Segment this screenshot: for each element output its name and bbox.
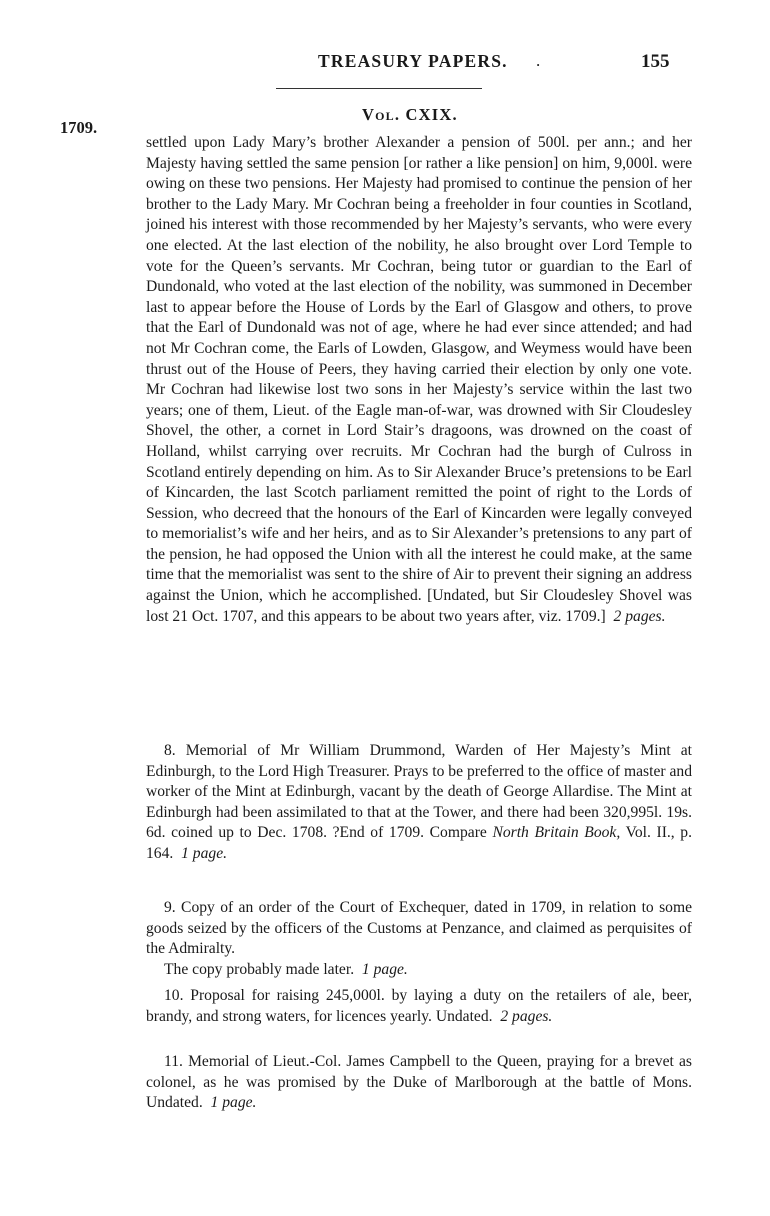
entry-text: 9. Copy of an order of the Court of Exchequer, dated in 1709, in relation to some goods seized by the officers of the Customs at Penzance, and claimed as perquisites of the Admiralty. xyxy=(146,899,692,958)
continuation-text: settled upon Lady Mary’s brother Alexander a pension of 500l. per ann.; and her Majesty having settled the same pension [or rather a like pension] on him, 9,000l. were owing on these two pensions. Her Majesty had promised to continue the pension of her brother to the Lady Mary. Mr Cochran being a freeholder in four counties in Scotland, joined his interest with those recommended by her Majesty’s servants, who were every one elected. At the last election of the nobility, he also brought over Lord Temple to vote for the Queen’s servants. Mr Cochran, being tutor or guardian to the Earl of Dundonald, who voted at the last election of the nobility, was summoned in December last to appear before the House of Lords by the Earl of Glasgow and others, to prove that the Earl of Dundonald was not of age, where he had ever since attended; and had not Mr Cochran come, the Earls of Lowden, Glasgow, and Weymess would have been thrust out of the House of Peers, they having carried their election by only one vote. Mr Cochran had likewise lost two sons in her Majesty’s service within the last two years; one of them, Lieut. of the Eagle man-of-war, was drowned with Sir Cloudesley Shovel, the other, a cornet in Lord Stair’s dragoons, was drowned on the coast of Holland, whilst carrying over recruits. Mr Cochran had the burgh of Culross in Scotland entirely depending on him. As to Sir Alexander Bruce’s pretensions to be Earl of Kincarden, the last Scotch parliament remitted the point of right to the Lords of Session, who decreed that the honours of the Earl of Kincarden were legally conveyed to memorialist’s wife and her heirs, and as to Sir Alexander’s pretensions to any part of the pension, he had opposed the Union with all the interest he could make, at the same time that the memorialist was sent to the shire of Air to prevent their signing an address against the Union, which he accomplished. [Undated, but Sir Cloudesley Shovel was lost 21 Oct. 1707, and this appears to be about two years after, viz. 1709.] xyxy=(146,134,692,625)
running-title: TREASURY PAPERS. xyxy=(318,51,508,71)
header-separator: . xyxy=(536,51,541,70)
entry-text: 8. Memorial of Mr William Drummond, Warden of Her Majesty’s Mint at Edinburgh, to the Lord High Treasurer. Prays to be preferred to the office of master and worker of the Mint at Edinburgh, vacant by the death of George Allardise. The Mint at Edinburgh had been assimilated to that at the Tower, and there had been 320,995l. 19s. 6d. coined up to Dec. 1708. ?End of 1709. Compare xyxy=(146,742,692,842)
continuation-paragraph xyxy=(146,133,692,627)
page-count: 1 page. xyxy=(210,1094,257,1112)
page-count: 1 page. xyxy=(361,960,408,978)
entry-11 xyxy=(146,1052,692,1114)
margin-year: 1709. xyxy=(60,118,98,137)
entry-text: 11. Memorial of Lieut.-Col. James Campbell to the Queen, praying for a brevet as colonel, as he was promised by the Duke of Marlborough at the battle of Mons. Undated. xyxy=(146,1053,692,1112)
page-number: 155 xyxy=(641,51,670,72)
page-count: 2 pages. xyxy=(613,607,666,625)
entry-10 xyxy=(146,986,692,1027)
page-count: 1 page. xyxy=(181,844,228,862)
entry-9 xyxy=(146,898,692,980)
entry-reference-tail: Vol. II., p. 164. xyxy=(146,824,693,862)
page-count: 2 pages. xyxy=(500,1007,553,1025)
entry-reference: North Britain Book, xyxy=(492,824,621,842)
entry-note: The copy probably made later. xyxy=(164,960,355,978)
header-rule xyxy=(276,88,482,89)
entry-8 xyxy=(146,741,692,865)
entry-text: 10. Proposal for raising 245,000l. by laying a duty on the retailers of ale, beer, brandy, and strong waters, for licences yearly. Undated. xyxy=(146,987,692,1025)
volume-heading: Vol. CXIX. xyxy=(362,105,458,124)
